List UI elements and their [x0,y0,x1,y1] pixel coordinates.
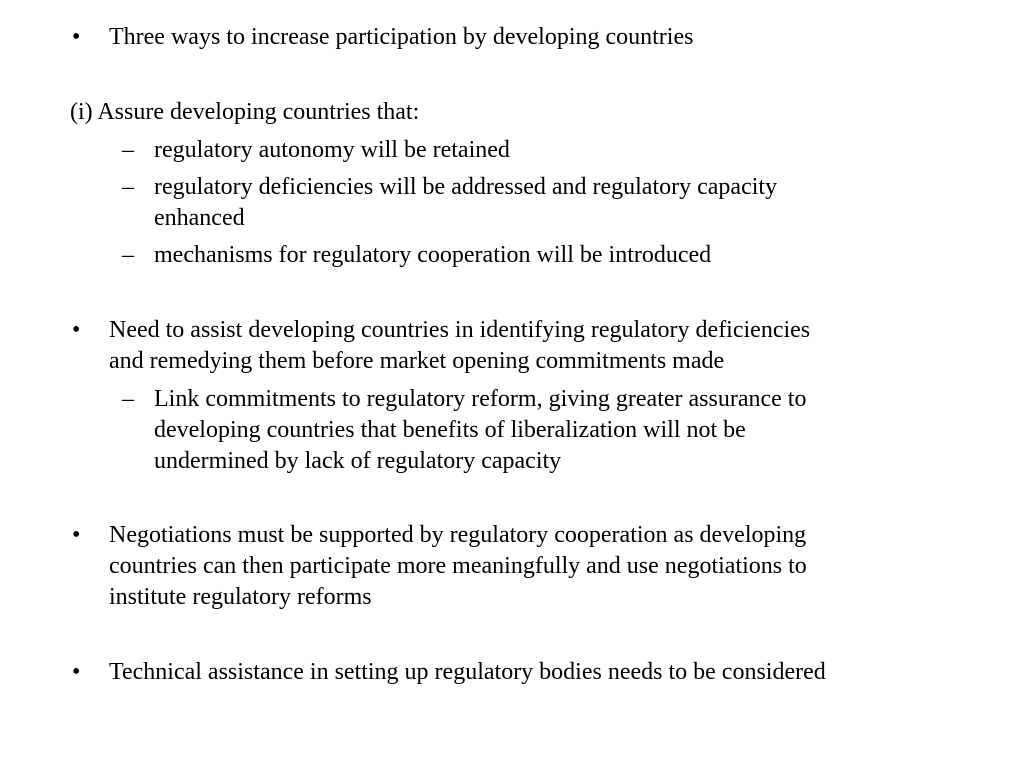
dash-marker: – [122,386,134,412]
bullet-2-sub-line-2: developing countries that benefits of liberalization will not be [154,417,746,443]
dash-marker: – [122,137,134,163]
bullet-1-text: Three ways to increase participation by developing countries [109,24,694,50]
bullet-marker: • [72,522,81,548]
sub-item-deficiencies-line-1: regulatory deficiencies will be addressed and regulatory capacity [154,174,778,200]
bullet-2-sub-line-3: undermined by lack of regulatory capacity [154,448,562,474]
sub-item-mechanisms: mechanisms for regulatory cooperation will be introduced [154,242,712,268]
bullet-2-sub-line-1: Link commitments to regulatory reform, giving greater assurance to [154,386,807,412]
bullet-2-line-1: Need to assist developing countries in identifying regulatory deficiencies [109,317,811,343]
bullet-marker: • [72,317,81,343]
bullet-marker: • [72,659,81,685]
dash-marker: – [122,242,134,268]
bullet-3-line-1: Negotiations must be supported by regulatory cooperation as developing [109,522,807,548]
bullet-3-line-3: institute regulatory reforms [109,584,372,610]
bullet-2-line-2: and remedying them before market opening commitments made [109,348,725,374]
dash-marker: – [122,174,134,200]
bullet-marker: • [72,24,81,50]
section-i-heading: (i) Assure developing countries that: [70,99,420,125]
bullet-3-line-2: countries can then participate more meaningfully and use negotiations to [109,553,807,579]
sub-item-autonomy: regulatory autonomy will be retained [154,137,510,163]
bullet-4-text: Technical assistance in setting up regulatory bodies needs to be considered [109,659,826,685]
sub-item-deficiencies-line-2: enhanced [154,205,245,231]
